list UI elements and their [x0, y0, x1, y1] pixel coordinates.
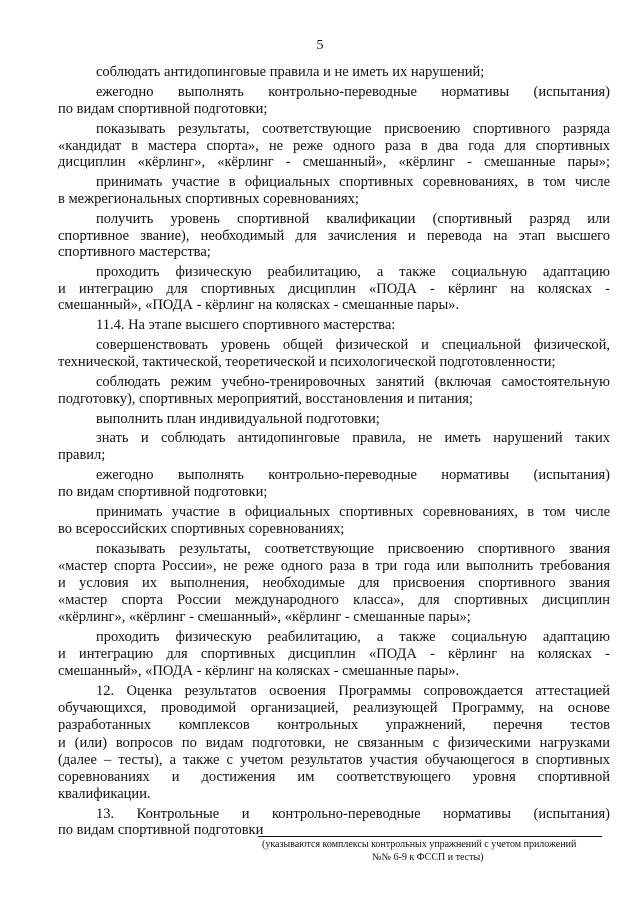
page-number: 5 [316, 38, 324, 53]
text-line: ежегодно выполнять контрольно-переводные нормативы (испытания) [96, 83, 610, 100]
text-line: смешанный», «ПОДА - кёрлинг на колясках - смешанные пары». [58, 663, 460, 680]
text-line: «кёрлинг», «кёрлинг - смешанный», «кёрлинг - смешанные пары»; [58, 609, 471, 626]
footnote-line: №№ 6-9 к ФССП и тесты) [372, 851, 484, 863]
text-line: по видам спортивной подготовки; [58, 100, 268, 117]
text-line: выполнить план индивидуальной подготовки; [96, 410, 380, 427]
text-line: смешанный», «ПОДА - кёрлинг на колясках - смешанные пары». [58, 297, 460, 314]
text-line: соревнованиях и достижения им соответствующего уровня спортивной [58, 768, 610, 785]
text-line: принимать участие в официальных спортивных соревнованиях, в том числе [96, 504, 610, 521]
text-line: и условия их выполнения, необходимые для присвоения спортивного звания [58, 575, 610, 592]
text-line: спортивное звание), необходимый для зачисления и перевода на этап высшего [58, 227, 610, 244]
text-line: и интеграцию для спортивных дисциплин «ПОДА - кёрлинг на колясках - [58, 646, 610, 663]
text-line: подготовку), спортивных мероприятий, восстановления и питания; [58, 390, 473, 407]
text-line: соблюдать режим учебно-тренировочных занятий (включая самостоятельную [96, 373, 610, 390]
section-heading: 11.4. На этапе высшего спортивного мастерства: [96, 316, 396, 333]
text-line: «мастер спорта России международного класса», для спортивных дисциплин [58, 592, 610, 609]
text-line: показывать результаты, соответствующие присвоению спортивного звания [96, 541, 610, 557]
text-line: технической, тактической, теоретической и психологической подготовленности; [58, 353, 556, 370]
text-line: по видам спортивной подготовки; [58, 484, 268, 501]
text-line: и интеграцию для спортивных дисциплин «ПОДА - кёрлинг на колясках - [58, 280, 610, 297]
text-line: обучающихся, проводимой организацией, реализующей Программу, на основе [58, 700, 610, 717]
text-line: правил; [58, 447, 106, 464]
text-line: во всероссийских спортивных соревнованиях; [58, 521, 345, 538]
text-line: соблюдать антидопинговые правила и не иметь их нарушений; [96, 64, 485, 80]
text-line: спортивного мастерства; [58, 244, 211, 260]
text-line: и (или) вопросов по видам подготовки, не связанным с физическими нагрузками [58, 734, 610, 751]
text-line: 13. Контрольные и контрольно-переводные нормативы (испытания) [96, 805, 610, 822]
footnote-line: (указываются комплексы контрольных упражнений с учетом приложений [262, 838, 577, 850]
text-line: «кандидат в мастера спорта», не реже одного раза в два года для спортивных [58, 137, 610, 154]
text-line: разработанных комплексов контрольных упражнений, перечня тестов [58, 717, 610, 734]
text-line: получить уровень спортивной квалификации (спортивный разряд или [96, 210, 610, 227]
text-line: по видам спортивной подготовки [58, 821, 264, 838]
text-line: принимать участие в официальных спортивных соревнованиях, в том числе [96, 173, 610, 190]
text-line: знать и соблюдать антидопинговые правила, не иметь нарушений таких [96, 430, 610, 447]
text-line: показывать результаты, соответствующие присвоению спортивного разряда [96, 120, 610, 137]
text-line: совершенствовать уровень общей физической и специальной физической, [96, 336, 610, 353]
text-line: квалификации. [58, 785, 151, 802]
fill-in-line [258, 836, 602, 837]
text-line: в межрегиональных спортивных соревнованиях; [58, 190, 359, 207]
text-line: проходить физическую реабилитацию, а также социальную адаптацию [96, 263, 610, 280]
text-line: (далее – тесты), а также с учетом результатов участия обучающегося в спортивных [58, 751, 610, 768]
text-line: ежегодно выполнять контрольно-переводные нормативы (испытания) [96, 467, 610, 484]
text-line: 12. Оценка результатов освоения Программы сопровождается аттестацией [96, 683, 610, 700]
text-line: проходить физическую реабилитацию, а также социальную адаптацию [96, 629, 610, 646]
text-line: дисциплин «кёрлинг», «кёрлинг - смешанный», «кёрлинг - смешанные пары»; [58, 154, 610, 170]
text-line: «мастер спорта России», не реже одного раза в три года или выполнить требования [58, 558, 610, 575]
